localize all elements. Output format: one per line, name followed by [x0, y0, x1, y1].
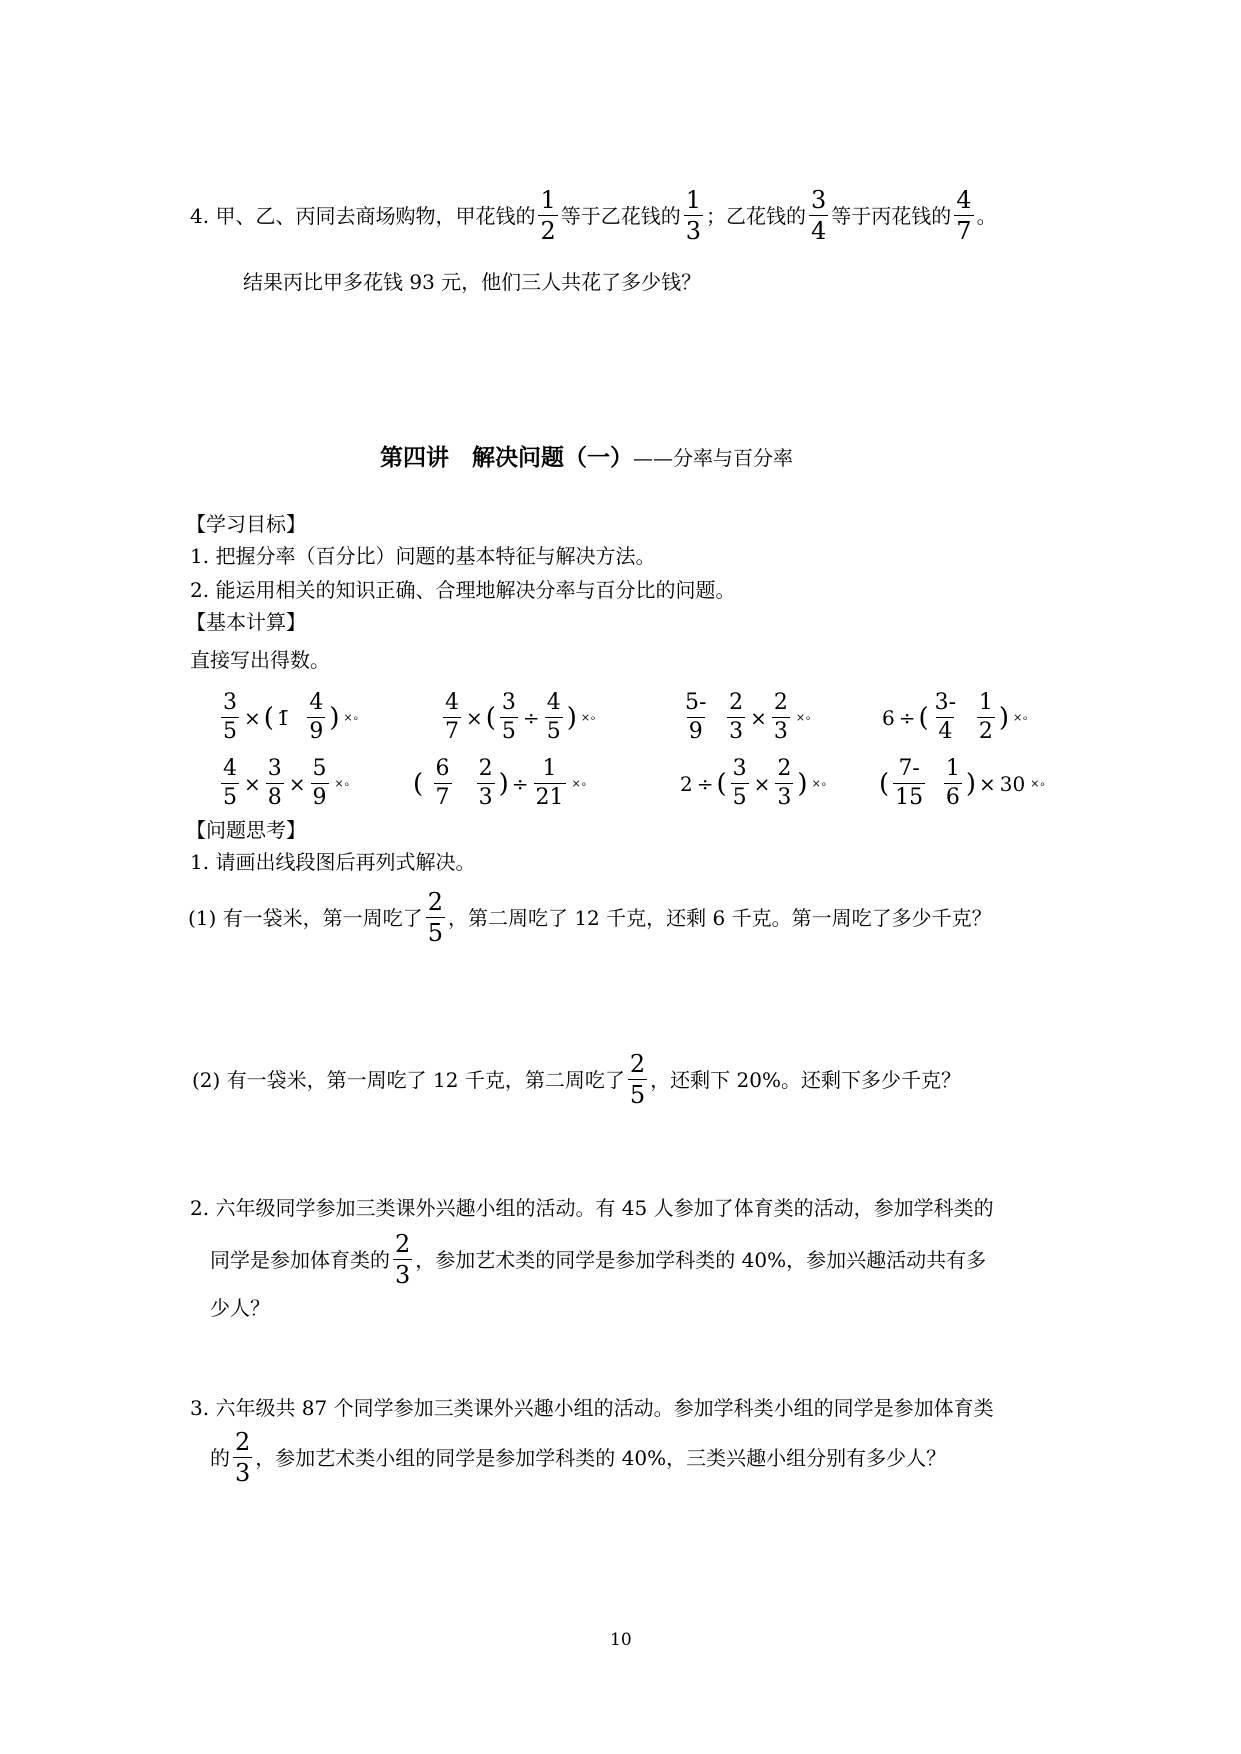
expression-3: $\frac{5-}{9}$ $\frac{2}{3}$ × $\frac{2}{3}$ ×৹: [685, 690, 812, 744]
question-1-part-1: (1) 有一袋米，第一周吃了 $\frac{2}{5}$ ，第二周吃了 12 千克，还剩 6 千克。第一周吃了多少千克？: [188, 888, 992, 947]
goal-item-1: 1. 把握分率（百分比）问题的基本特征与解决方法。: [190, 544, 656, 568]
fraction: $\frac{4}{7}$: [956, 186, 972, 245]
expression-8: ( $\frac{7-}{15}$ $\frac{1}{6}$ ) × 30 ×৹: [879, 756, 1046, 810]
problem-text: 等于乙花钱的: [560, 203, 681, 228]
fraction: $\frac{1}{3}$: [685, 186, 702, 245]
question-3-line1: 3. 六年级共 87 个同学参加三类课外兴趣小组的活动。参加学科类小组的同学是参加体育类: [190, 1396, 994, 1420]
thinking-heading: 【问题思考】: [186, 818, 306, 842]
fraction: $\frac{3}{4}$: [811, 186, 827, 245]
problem-4-line2: 结果丙比甲多花钱 93 元，他们三人共花了多少钱？: [243, 270, 702, 294]
goals-heading: 【学习目标】: [186, 512, 306, 536]
lecture-title-main: 第四讲 解决问题（一）: [380, 444, 633, 471]
problem-text: 等于丙花钱的: [831, 203, 952, 228]
problem-text: 。: [976, 203, 997, 228]
fraction: $\frac{1}{2}$: [540, 186, 556, 245]
basic-heading: 【基本计算】: [186, 610, 306, 634]
question-3-line2: 的 $\frac{2}{3}$ ，参加艺术类小组的同学是参加学科类的 40%，三类兴趣小组分别有多少人？: [210, 1428, 947, 1487]
expression-2: $\frac{4}{7}$ × ( $\frac{3}{5}$ ÷ $\frac{4}{5}$ ) ×৹: [445, 690, 597, 744]
expression-5: $\frac{4}{5}$ × $\frac{3}{8}$ × $\frac{5}{9}$ ×৹: [223, 756, 351, 810]
question-1-part-2: (2) 有一袋米，第一周吃了 12 千克，第二周吃了 $\frac{2}{5}$ ，还剩下 20%。还剩下多少千克？: [192, 1050, 961, 1109]
problem-4-line1: [190, 188, 997, 243]
question-2-line1: 2. 六年级同学参加三类课外兴趣小组的活动。有 45 人参加了体育类的活动，参加学科类的: [190, 1196, 994, 1220]
expression-1: $\frac{3}{5}$ × ( 1̄ $\frac{4}{9}$ ) ×৹: [223, 690, 360, 744]
lecture-title-sub: ——分率与百分率: [633, 446, 793, 470]
expression-7: 2 ÷ ( $\frac{3}{5}$ × $\frac{2}{3}$ ) ×৹: [680, 756, 828, 810]
problem-text: 甲、乙、丙同去商场购物，甲花钱的: [215, 203, 536, 228]
expression-6: ( $\frac{6}{7}$ $\frac{2}{3}$ ) ÷ $\frac{1}{21}$ ×৹: [413, 756, 588, 810]
question-2-line2: 同学是参加体育类的 $\frac{2}{3}$ ，参加艺术类的同学是参加学科类的 40%，参加兴趣活动共有多: [210, 1230, 987, 1289]
basic-instruction: 直接写出得数。: [190, 648, 330, 672]
question-1: 1. 请画出线段图后再列式解决。: [190, 850, 476, 874]
lecture-title: [380, 446, 793, 469]
goal-item-2: 2. 能运用相关的知识正确、合理地解决分率与百分比的问题。: [190, 578, 736, 602]
problem-number: 4.: [190, 203, 210, 228]
question-2-line3: 少人？: [210, 1296, 270, 1320]
page-number: 10: [610, 1630, 632, 1650]
expression-4: 6 ÷ ( $\frac{3-}{4}$ $\frac{1}{2}$ ) ×৹: [882, 690, 1029, 744]
problem-text: ；乙花钱的: [706, 203, 807, 228]
